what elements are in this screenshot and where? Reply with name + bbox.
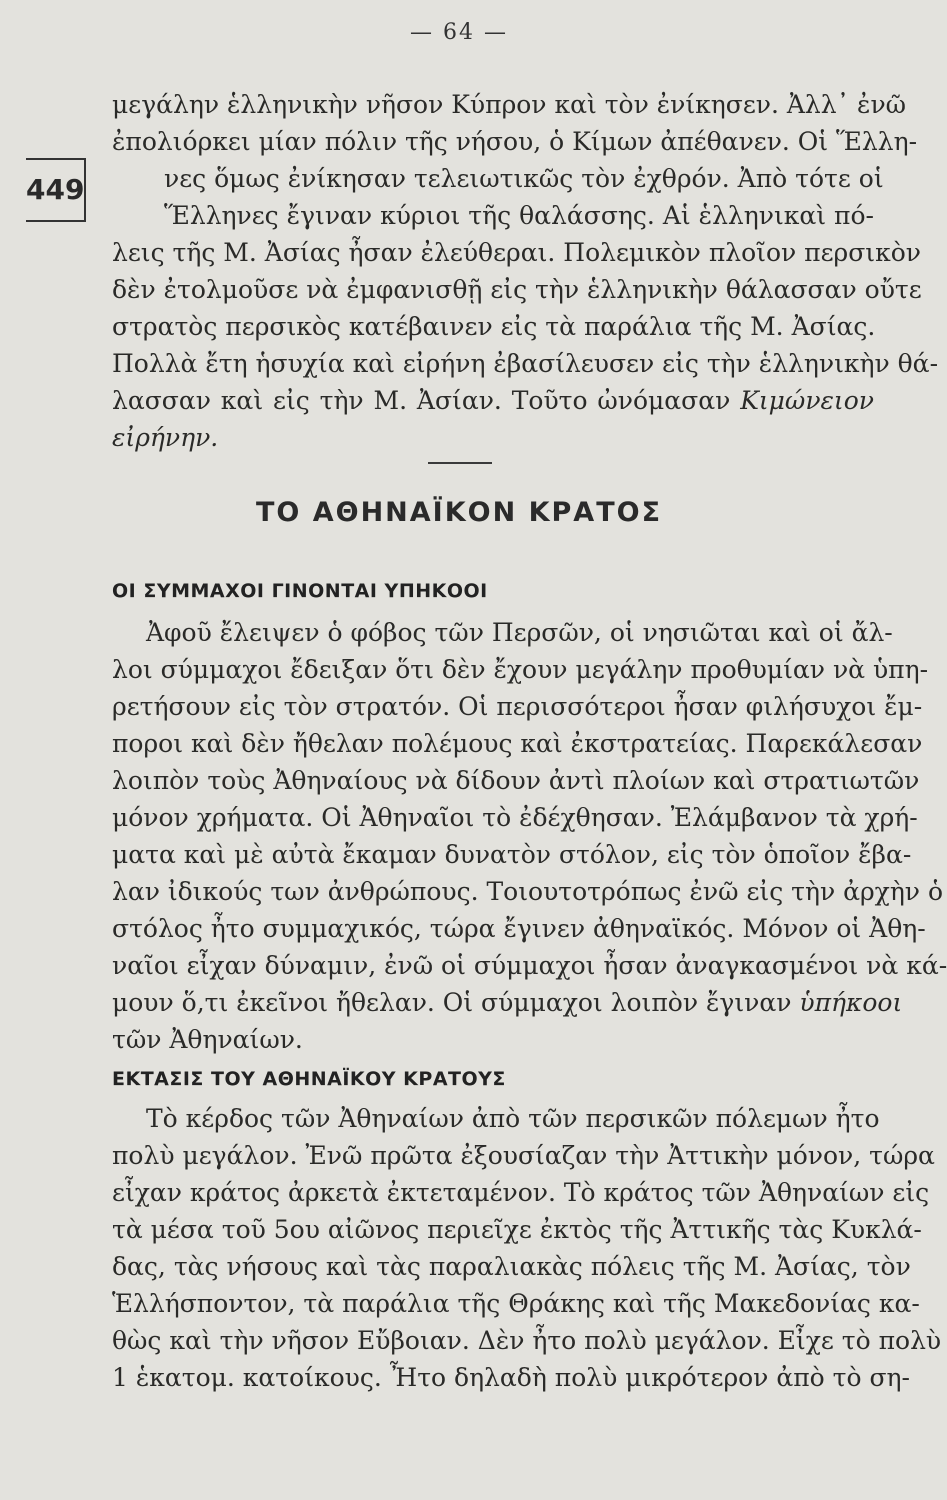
text-line: ἐπολιόρκει μίαν πόλιν τῆς νήσου, ὁ Κίμων ἀπέθανεν. Οἱ Ἕλλη-: [112, 127, 918, 156]
text-line: εἶχαν κράτος ἀρκετὰ ἐκτεταμένον. Τὸ κράτος τῶν Ἀθηναίων εἰς: [112, 1178, 930, 1207]
text-line: Πολλὰ ἔτη ἡσυχία καὶ εἰρήνη ἐβασίλευσεν εἰς τὴν ἑλληνικὴν θά-: [112, 349, 939, 378]
italic-term: Κιμώνειον: [740, 386, 874, 415]
section-divider: [428, 462, 492, 464]
text-line: μεγάλην ἑλληνικὴν νῆσον Κύπρον καὶ τὸν ἐνίκησεν. Ἀλλ᾽ ἐνῶ: [112, 90, 907, 119]
subheading-extent: ΕΚΤΑΣΙΣ ΤΟΥ ΑΘΗΝΑΪΚΟΥ ΚΡΑΤΟΥΣ: [112, 1068, 506, 1090]
italic-term: εἰρήνην.: [112, 423, 219, 452]
paragraph-3: [112, 1100, 942, 1396]
text-line: ρετήσουν εἰς τὸν στρατόν. Οἱ περισσότεροι ἦσαν φιλήσυχοι ἔμ-: [112, 692, 923, 721]
text-line: δας, τὰς νήσους καὶ τὰς παραλιακὰς πόλεις τῆς Μ. Ἀσίας, τὸν: [112, 1252, 911, 1281]
text-line: [112, 382, 874, 419]
text-line: πολὺ μεγάλον. Ἐνῶ πρῶτα ἐξουσίαζαν τὴν Ἀττικὴν μόνον, τώρα: [112, 1141, 935, 1170]
text-line: νες ὅμως ἐνίκησαν τελειωτικῶς τὸν ἐχθρόν. Ἀπὸ τότε οἱ: [164, 164, 884, 193]
subheading-allies: ΟΙ ΣΥΜΜΑΧΟΙ ΓΙΝΟΝΤΑΙ ΥΠΗΚΟΟΙ: [112, 580, 488, 602]
text-line: θὼς καὶ τὴν νῆσον Εὔβοιαν. Δὲν ἦτο πολὺ μεγάλον. Εἶχε τὸ πολὺ: [112, 1326, 942, 1355]
text-line: τὰ μέσα τοῦ 5ου αἰῶνος περιεῖχε ἐκτὸς τῆς Ἀττικῆς τὰς Κυκλά-: [112, 1215, 922, 1244]
text-line: Ἀφοῦ ἔλειψεν ὁ φόβος τῶν Περσῶν, οἱ νησιῶται καὶ οἱ ἄλ-: [146, 618, 893, 647]
text-line: λοι σύμμαχοι ἔδειξαν ὅτι δὲν ἔχουν μεγάλην προθυμίαν νὰ ὑπη-: [112, 655, 929, 684]
text-line: λαν ἰδικούς των ἀνθρώπους. Τοιουτοτρόπως ἐνῶ εἰς τὴν ἀρχὴν ὁ: [112, 877, 944, 906]
text-line: στόλος ἦτο συμμαχικός, τώρα ἔγινεν ἀθηναϊκός. Μόνον οἱ Ἀθη-: [112, 914, 926, 943]
text-line: Τὸ κέρδος τῶν Ἀθηναίων ἀπὸ τῶν περσικῶν πόλεμων ἦτο: [146, 1104, 880, 1133]
text-line: λεις τῆς Μ. Ἀσίας ἦσαν ἐλεύθεραι. Πολεμικὸν πλοῖον περσικὸν: [112, 238, 921, 267]
text-line: στρατὸς περσικὸς κατέβαινεν εἰς τὰ παράλια τῆς Μ. Ἀσίας.: [112, 312, 876, 341]
text-line: 1 ἑκατομ. κατοίκους. Ἦτο δηλαδὴ πολὺ μικρότερον ἀπὸ τὸ ση-: [112, 1363, 910, 1392]
text-line: μόνον χρήματα. Οἱ Ἀθηναῖοι τὸ ἐδέχθησαν. Ἐλάμβανον τὰ χρή-: [112, 803, 918, 832]
text-line: ναῖοι εἶχαν δύναμιν, ἐνῶ οἱ σύμμαχοι ἦσαν ἀναγκασμένοι νὰ κά-: [112, 951, 947, 980]
margin-number-box: 449: [26, 158, 86, 222]
text-line: ματα καὶ μὲ αὐτὰ ἔκαμαν δυνατὸν στόλον, εἰς τὸν ὁποῖον ἔβα-: [112, 840, 912, 869]
text-line: λοιπὸν τοὺς Ἀθηναίους νὰ δίδουν ἀντὶ πλοίων καὶ στρατιωτῶν: [112, 766, 920, 795]
text-line-part: λασσαν καὶ εἰς τὴν Μ. Ἀσίαν. Τοῦτο ὠνόμασαν: [112, 386, 731, 415]
paragraph-2: [112, 614, 947, 1058]
text-line: Ἕλληνες ἔγιναν κύριοι τῆς θαλάσσης. Αἱ ἑλληνικαὶ πό-: [164, 201, 874, 230]
text-line: Ἑλλήσποντον, τὰ παράλια τῆς Θράκης καὶ τῆς Μακεδονίας κα-: [112, 1289, 920, 1318]
text-line-part: μουν ὅ,τι ἐκεῖνοι ἤθελαν. Οἱ σύμμαχοι λοιπὸν ἔγιναν: [112, 988, 792, 1017]
section-title: ΤΟ ΑΘΗΝΑΪΚΟΝ ΚΡΑΤΟΣ: [255, 497, 663, 528]
page-number: — 64 —: [410, 20, 508, 45]
paragraph-1: [112, 86, 939, 456]
italic-term: ὑπήκοοι: [799, 988, 903, 1017]
text-line: τῶν Ἀθηναίων.: [112, 1025, 303, 1054]
text-line: [112, 984, 903, 1021]
text-line: ποροι καὶ δὲν ἤθελαν πολέμους καὶ ἐκστρατείας. Παρεκάλεσαν: [112, 729, 923, 758]
text-line: δὲν ἐτολμοῦσε νὰ ἐμφανισθῇ εἰς τὴν ἑλληνικὴν θάλασσαν οὔτε: [112, 275, 922, 304]
